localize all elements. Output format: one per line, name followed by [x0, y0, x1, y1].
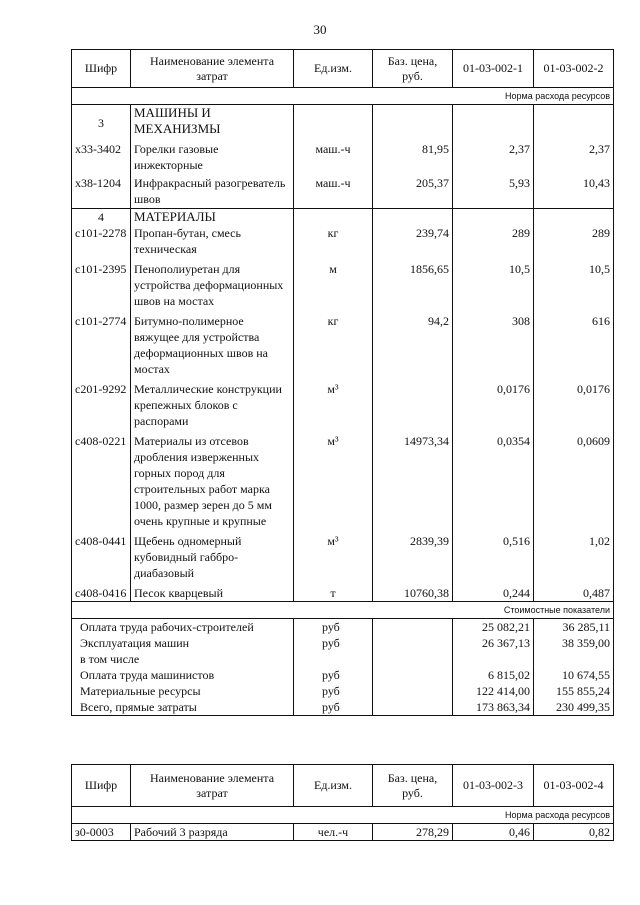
header-name: Наименование элемента затрат [131, 765, 294, 807]
section-title: МАТЕРИАЛЫ [131, 209, 294, 226]
summary-unit: руб [294, 683, 373, 699]
row-value-a: 0,0176 [453, 381, 534, 433]
row-name: Инфракрасный разогреватель швов [131, 175, 294, 209]
row-name: Щебень одномерный кубовидный габбро-диабазовый [131, 533, 294, 585]
row-value-a: 2,37 [453, 141, 534, 175]
row-value-b: 0,0176 [534, 381, 614, 433]
row-value-b: 289 [534, 225, 614, 261]
row-name: Пенополиуретан для устройства деформационных швов на мостах [131, 261, 294, 313]
table-1-body [72, 88, 614, 716]
row-unit: м³ [294, 381, 373, 433]
row-name: Пропан-бутан, смесь техническая [131, 225, 294, 261]
header-unit: Ед.изм. [294, 50, 373, 88]
summary-unit: руб [294, 635, 373, 651]
row-code: з0-0003 [72, 824, 131, 841]
row-value-b: 1,02 [534, 533, 614, 585]
row-code: с408-0221 [72, 433, 131, 533]
summary-value-b: 36 285,11 [534, 619, 614, 636]
header-code: Шифр [72, 50, 131, 88]
row-price: 14973,34 [373, 433, 453, 533]
header-unit: Ед.изм. [294, 765, 373, 807]
summary-row [72, 699, 614, 716]
row-code: с408-0416 [72, 585, 131, 602]
summary-unit [294, 651, 373, 667]
summary-unit: руб [294, 619, 373, 636]
section-row [72, 209, 614, 226]
summary-name: Оплата труда машинистов [72, 667, 294, 683]
row-value-a: 308 [453, 313, 534, 381]
summary-unit: руб [294, 699, 373, 716]
summary-value-a [453, 651, 534, 667]
summary-value-b: 230 499,35 [534, 699, 614, 716]
row-value-b: 0,82 [534, 824, 614, 841]
row-price [373, 381, 453, 433]
row-unit: м [294, 261, 373, 313]
row-unit: т [294, 585, 373, 602]
row-code: х38-1204 [72, 175, 131, 209]
row-price: 278,29 [373, 824, 453, 841]
empty-cell [373, 683, 453, 699]
summary-value-a: 26 367,13 [453, 635, 534, 651]
row-unit: м³ [294, 533, 373, 585]
summary-row [72, 683, 614, 699]
row-value-a: 0,46 [453, 824, 534, 841]
summary-unit: руб [294, 667, 373, 683]
row-code: с101-2278 [72, 225, 131, 261]
resource-table-1 [71, 49, 614, 716]
header-price: Баз. цена, руб. [373, 50, 453, 88]
row-value-b: 10,43 [534, 175, 614, 209]
empty-cell [534, 209, 614, 226]
summary-name: Всего, прямые затраты [72, 699, 294, 716]
table-row [72, 225, 614, 261]
row-code: с201-9292 [72, 381, 131, 433]
row-price: 94,2 [373, 313, 453, 381]
row-unit: маш.-ч [294, 175, 373, 209]
empty-cell [373, 667, 453, 683]
summary-value-b: 38 359,00 [534, 635, 614, 651]
row-value-b: 2,37 [534, 141, 614, 175]
header-col-b: 01-03-002-2 [534, 50, 614, 88]
section-number: 4 [72, 209, 131, 226]
row-value-a: 0,0354 [453, 433, 534, 533]
row-value-a: 0,244 [453, 585, 534, 602]
row-unit: чел.-ч [294, 824, 373, 841]
row-value-a: 5,93 [453, 175, 534, 209]
header-code: Шифр [72, 765, 131, 807]
row-name: Материалы из отсевов дробления изверженных горных пород для строительных работ марка 1000, размер зерен до 5 мм очень крупные и крупные [131, 433, 294, 533]
summary-row [72, 667, 614, 683]
table-row [72, 824, 614, 841]
row-value-b: 10,5 [534, 261, 614, 313]
empty-cell [294, 209, 373, 226]
row-code: с101-2774 [72, 313, 131, 381]
summary-name: Эксплуатация машин [72, 635, 294, 651]
row-unit: кг [294, 313, 373, 381]
summary-name: Оплата труда рабочих-строителей [72, 619, 294, 636]
row-value-a: 289 [453, 225, 534, 261]
empty-cell [453, 209, 534, 226]
row-name: Горелки газовые инжекторные [131, 141, 294, 175]
cost-label: Стоимостные показатели [72, 602, 614, 619]
header-name: Наименование элемента затрат [131, 50, 294, 88]
row-value-b: 616 [534, 313, 614, 381]
summary-row [72, 635, 614, 651]
header-price: Баз. цена, руб. [373, 765, 453, 807]
table-row [72, 585, 614, 602]
empty-cell [373, 635, 453, 651]
table-row [72, 313, 614, 381]
table-row [72, 533, 614, 585]
norm-label: Норма расхода ресурсов [72, 88, 614, 105]
empty-cell [373, 651, 453, 667]
row-unit: м³ [294, 433, 373, 533]
summary-value-a: 122 414,00 [453, 683, 534, 699]
empty-cell [534, 105, 614, 141]
row-name: Рабочий 3 разряда [131, 824, 294, 841]
empty-cell [373, 209, 453, 226]
row-name: Песок кварцевый [131, 585, 294, 602]
row-code: х33-3402 [72, 141, 131, 175]
row-unit: кг [294, 225, 373, 261]
page-number: 30 [313, 22, 327, 37]
norm-label: Норма расхода ресурсов [72, 807, 614, 824]
row-price: 205,37 [373, 175, 453, 209]
summary-value-b [534, 651, 614, 667]
row-value-b: 0,487 [534, 585, 614, 602]
empty-cell [373, 105, 453, 141]
row-price: 1856,65 [373, 261, 453, 313]
row-name: Металлические конструкции крепежных блоков с распорами [131, 381, 294, 433]
section-row [72, 105, 614, 141]
empty-cell [294, 105, 373, 141]
empty-cell [373, 619, 453, 636]
row-code: с408-0441 [72, 533, 131, 585]
summary-row [72, 619, 614, 636]
header-col-b: 01-03-002-4 [534, 765, 614, 807]
row-unit: маш.-ч [294, 141, 373, 175]
summary-value-a: 25 082,21 [453, 619, 534, 636]
summary-value-a: 173 863,34 [453, 699, 534, 716]
empty-cell [453, 105, 534, 141]
row-code: с101-2395 [72, 261, 131, 313]
empty-cell [373, 699, 453, 716]
header-col-a: 01-03-002-3 [453, 765, 534, 807]
summary-value-b: 10 674,55 [534, 667, 614, 683]
summary-row [72, 651, 614, 667]
section-number: 3 [72, 105, 131, 141]
summary-name: Материальные ресурсы [72, 683, 294, 699]
table-row [72, 175, 614, 209]
row-price: 2839,39 [373, 533, 453, 585]
section-title: МАШИНЫ И МЕХАНИЗМЫ [131, 105, 294, 141]
cost-label-row [72, 602, 614, 619]
row-price: 10760,38 [373, 585, 453, 602]
table-row [72, 141, 614, 175]
summary-value-a: 6 815,02 [453, 667, 534, 683]
summary-value-b: 155 855,24 [534, 683, 614, 699]
summary-name: в том числе [72, 651, 294, 667]
row-name: Битумно-полимерное вяжущее для устройства деформационных швов на мостах [131, 313, 294, 381]
table-row [72, 381, 614, 433]
row-price: 81,95 [373, 141, 453, 175]
row-value-a: 10,5 [453, 261, 534, 313]
row-value-a: 0,516 [453, 533, 534, 585]
row-price: 239,74 [373, 225, 453, 261]
table-row [72, 433, 614, 533]
row-value-b: 0,0609 [534, 433, 614, 533]
resource-table-2 [71, 764, 614, 841]
header-col-a: 01-03-002-1 [453, 50, 534, 88]
table-2-body [72, 807, 614, 841]
table-row [72, 261, 614, 313]
